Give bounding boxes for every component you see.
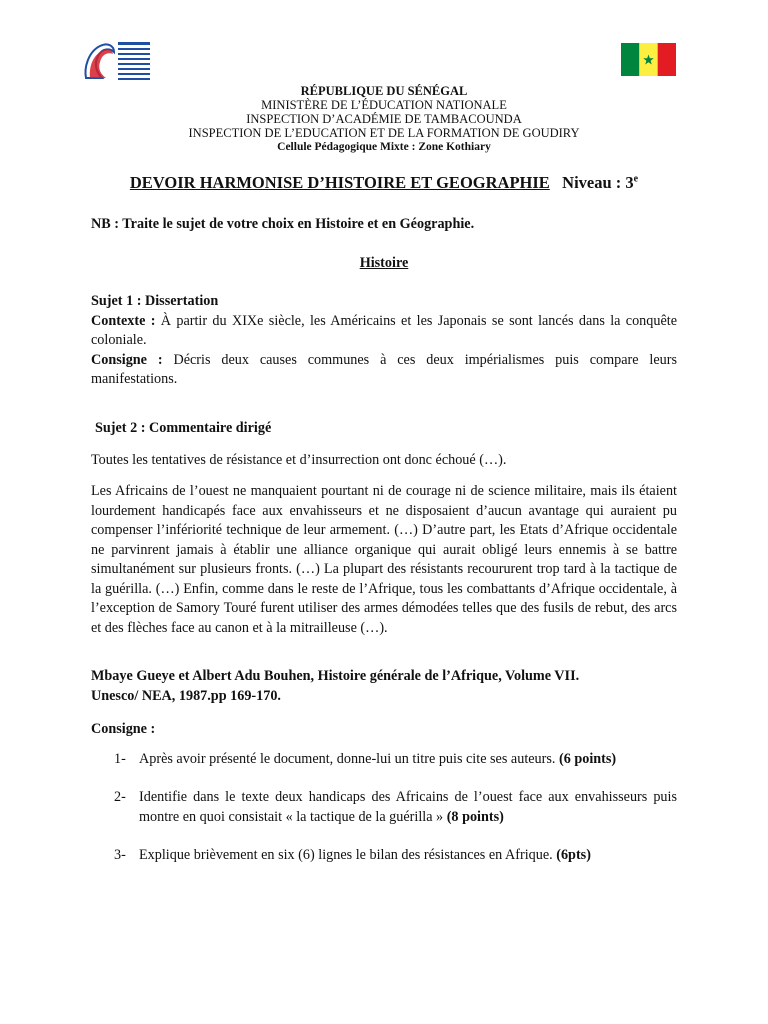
nb-note: NB : Traite le sujet de votre choix en Histoire et en Géographie.	[91, 216, 475, 232]
ministry-logo-icon	[80, 38, 152, 84]
sujet2-intro: Toutes les tentatives de résistance et d’insurrection ont donc échoué (…).	[91, 452, 507, 468]
section-heading: Histoire	[359, 255, 409, 271]
sujet2-paragraph: Les Africains de l’ouest ne manquaient pourtant ni de courage ni de science militaire, mais ils étaient lourdement handicapés face aux envahisseurs et ne disposaient d’aucun avantage qui auraient pu compenser l’infériorité technique de leur armement. (…) D’autre part, les Etats d’Afrique occidentale ne parvinrent jamais à établir une alliance organique qui aurait obligé leurs ennemis à se battre simultanément sur plusieurs fronts. (…) La plupart des résistants recoururent trop tard à la tactique de la guérilla. (…) Enfin, comme dans le reste de l’Afrique, tous les combattants d’Afrique occidentale, à l’exception de Samory Touré furent utiliser des armes démodées telles que des fusils de rebut, des arcs et des flèches face au canon et à la mitrailleuse (…).	[91, 483, 677, 636]
senegal-flag-icon	[621, 43, 676, 76]
document-title-row	[0, 173, 768, 193]
question-item: 2- Identifie dans le texte deux handicaps des Africains de l’ouest face aux envahisseurs puis montre en quoi consistait « la tactique de la guérilla » (8 points)	[114, 789, 677, 825]
document-title: DEVOIR HARMONISE D’HISTOIRE ET GEOGRAPHIE	[129, 173, 550, 192]
document-header	[0, 84, 768, 154]
sujet1-consigne: Consigne : Décris deux causes communes à ces deux impérialismes puis compare leurs manifestations.	[91, 351, 677, 387]
question-item: 1- Après avoir présenté le document, donne-lui un titre puis cite ses auteurs. (6 points)	[114, 751, 617, 767]
header-cell: Cellule Pédagogique Mixte : Zone Kothiary	[277, 141, 491, 153]
header-ministry: MINISTÈRE DE L’ÉDUCATION NATIONALE	[261, 98, 507, 112]
sujet1-block	[91, 292, 677, 390]
question-item: 3- Explique brièvement en six (6) lignes le bilan des résistances en Afrique. (6pts)	[114, 847, 591, 863]
consigne-heading: Consigne :	[91, 721, 156, 737]
source-citation: Mbaye Gueye et Albert Adu Bouhen, Histoire générale de l’Afrique, Volume VII. Unesco/ NEA, 1987.pp 169-170.	[91, 668, 580, 704]
level-label: Niveau : 3e	[562, 173, 639, 192]
sujet2-heading: Sujet 2 : Commentaire dirigé	[95, 420, 272, 436]
header-inspection: INSPECTION DE L’EDUCATION ET DE LA FORMATION DE GOUDIRY	[188, 126, 580, 140]
sujet1-contexte: Contexte : À partir du XIXe siècle, les Américains et les Japonais se sont lancés dans la conquête coloniale.	[91, 312, 677, 348]
header-republic: RÉPUBLIQUE DU SÉNÉGAL	[300, 84, 468, 98]
header-academy: INSPECTION D’ACADÉMIE DE TAMBACOUNDA	[246, 112, 522, 126]
sujet1-heading: Sujet 1 : Dissertation	[91, 293, 219, 309]
